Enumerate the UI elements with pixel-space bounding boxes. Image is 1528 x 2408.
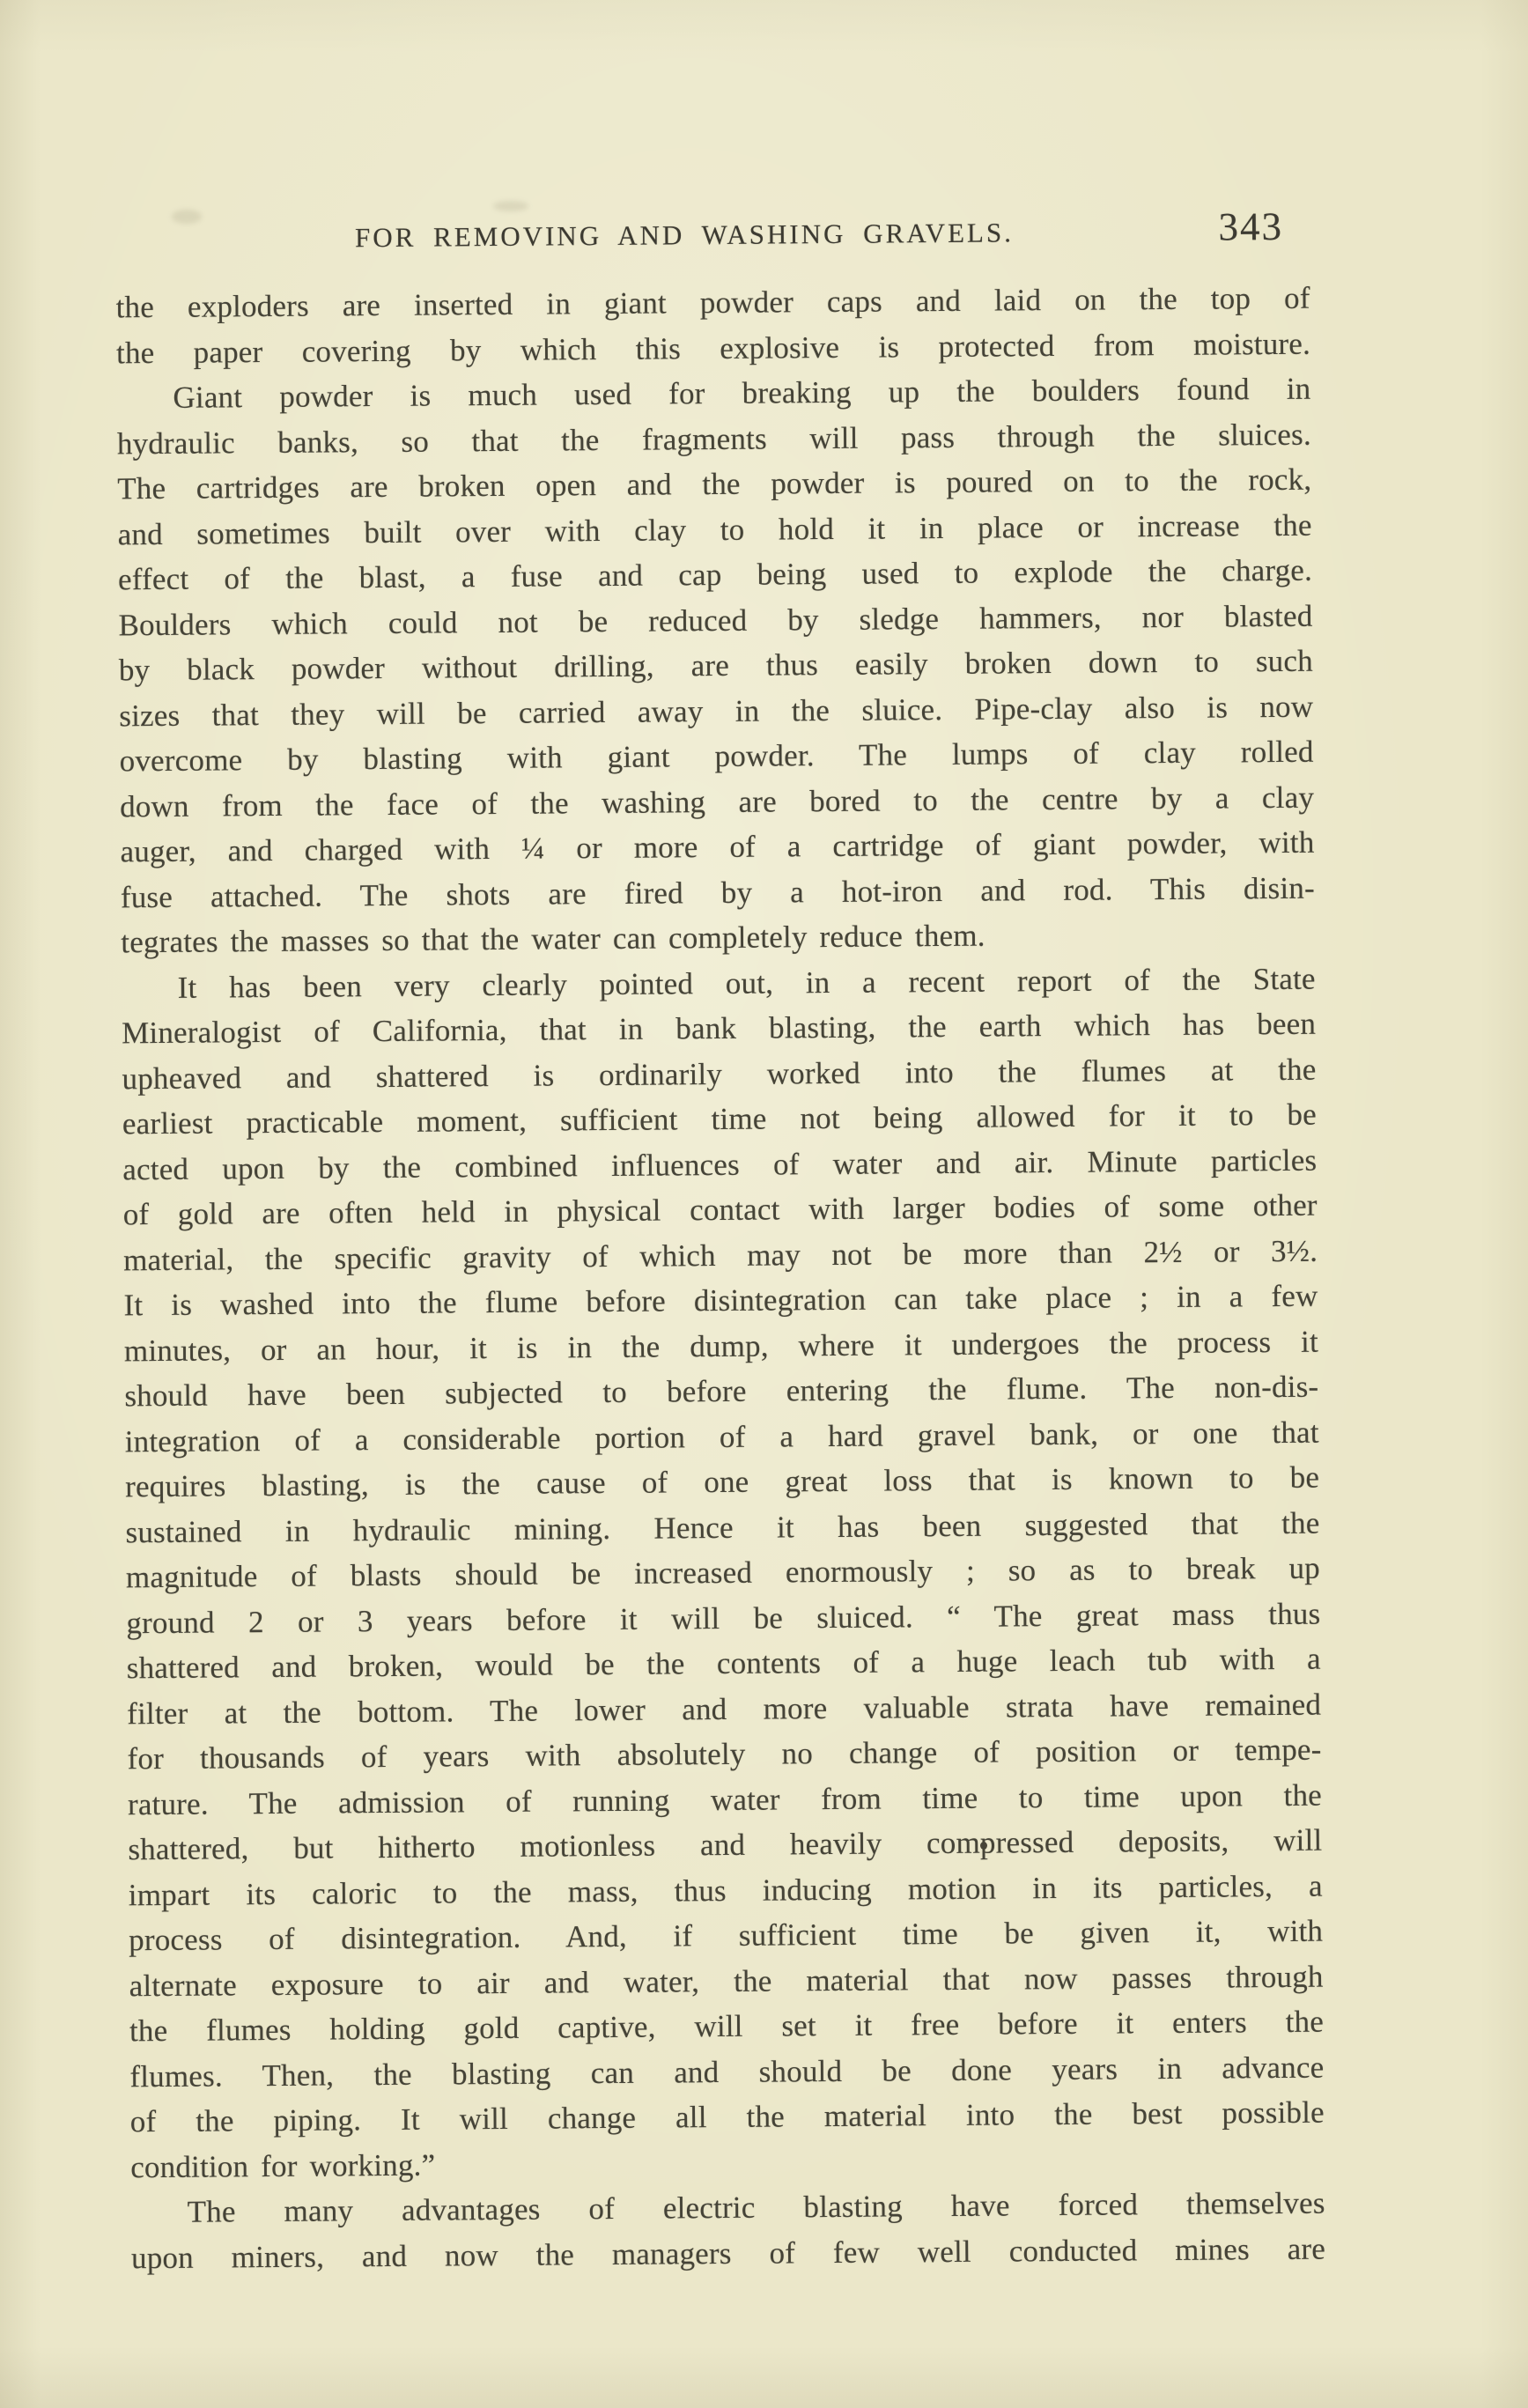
- text-line: tegrates the masses so that the water can completely reduce them.: [121, 918, 985, 960]
- page-content: [115, 203, 1325, 2281]
- text-line: effect of the blast, a fuse and cap being used to explode the charge.: [117, 552, 1313, 597]
- page-header-title: FOR REMOVING AND WASHING GRAVELS.: [354, 217, 1015, 254]
- text-line: of gold are often held in physical contact with larger bodies of some other: [122, 1187, 1318, 1232]
- text-line: the paper covering by which this explosive is protected from moisture.: [115, 326, 1311, 370]
- text-line: of the piping. It will change all the material into the best possible: [129, 2094, 1325, 2139]
- text-line: for thousands of years with absolutely no change of position or tempe-: [127, 1732, 1322, 1776]
- text-line: Giant powder is much used for breaking up the boulders found in: [173, 371, 1311, 415]
- text-line: shattered, but hitherto motionless and heavily compressed deposits, will: [128, 1822, 1323, 1867]
- text-line: and sometimes built over with clay to hold it in place or increase the: [117, 507, 1312, 551]
- text-line: requires blasting, is the cause of one great loss that is known to be: [125, 1459, 1320, 1504]
- text-line: material, the specific gravity of which may not be more than 2½ or 3½.: [122, 1233, 1318, 1277]
- text-line: Boulders which could not be reduced by sledge hammers, nor blasted: [118, 598, 1313, 642]
- text-line: The many advantages of electric blasting have forced themselves: [187, 2185, 1325, 2229]
- text-line: down from the face of the washing are bored to the centre by a clay: [119, 779, 1315, 824]
- text-line: ground 2 or 3 years before it will be sluiced. “ The great mass thus: [126, 1596, 1321, 1640]
- text-line: integration of a considerable portion of a hard gravel bank, or one that: [124, 1415, 1319, 1459]
- text-line: It has been very clearly pointed out, in a recent report of the State: [177, 961, 1316, 1005]
- text-line: sustained in hydraulic mining. Hence it has been suggested that the: [125, 1505, 1320, 1549]
- text-line: shattered and broken, would be the contents of a huge leach tub with a: [126, 1641, 1321, 1686]
- text-line: flumes. Then, the blasting can and should be done years in advance: [129, 2050, 1325, 2094]
- page-number: 343: [1218, 203, 1284, 249]
- text-line: impart its caloric to the mass, thus inducing motion in its particles, a: [128, 1868, 1323, 1912]
- text-line: should have been subjected to before entering the flume. The non-dis-: [124, 1369, 1319, 1414]
- text-line: the exploders are inserted in giant powder caps and laid on the top of: [115, 280, 1310, 325]
- text-line: magnitude of blasts should be increased enormously ; so as to break up: [125, 1550, 1321, 1595]
- text-line: by black powder without drilling, are thus easily broken down to such: [118, 643, 1313, 688]
- text-line: upon miners, and now the managers of few well conducted mines are: [130, 2231, 1326, 2275]
- running-header: [115, 203, 1310, 262]
- text-line: hydraulic banks, so that the fragments will pass through the sluices.: [116, 417, 1311, 461]
- text-line: alternate exposure to air and water, the material that now passes through: [129, 1959, 1324, 2003]
- text-line: Mineralogist of California, that in bank blasting, the earth which has been: [121, 1006, 1317, 1051]
- text-line: rature. The admission of running water from time to time upon the: [127, 1777, 1323, 1821]
- text-line: filter at the bottom. The lower and more valuable strata have remained: [127, 1687, 1322, 1731]
- text-line: auger, and charged with ¼ or more of a cartridge of giant powder, with: [120, 824, 1315, 869]
- text-line: the flumes holding gold captive, will set it free before it enters the: [129, 2004, 1325, 2049]
- text-line: upheaved and shattered is ordinarily worked into the flumes at the: [122, 1052, 1317, 1096]
- text-line: process of disintegration. And, if sufficient time be given it, with: [129, 1913, 1324, 1958]
- text-line: overcome by blasting with giant powder. The lumps of clay rolled: [119, 734, 1314, 779]
- text-line: sizes that they will be carried away in the sluice. Pipe-clay also is now: [119, 689, 1314, 733]
- text-line: fuse attached. The shots are fired by a hot-iron and rod. This disin-: [120, 870, 1316, 914]
- body-lines: [115, 276, 1325, 2281]
- text-line: It is washed into the flume before disintegration can take place ; in a few: [123, 1278, 1318, 1323]
- text-line: minutes, or an hour, it is in the dump, where it undergoes the process it: [123, 1324, 1319, 1368]
- text-line: earliest practicable moment, sufficient time not being allowed for it to be: [122, 1097, 1318, 1141]
- text-line: The cartridges are broken open and the powder is poured on to the rock,: [117, 462, 1312, 506]
- text-line: condition for working.”: [130, 2147, 436, 2184]
- text-line: acted upon by the combined influences of water and air. Minute particles: [122, 1142, 1318, 1186]
